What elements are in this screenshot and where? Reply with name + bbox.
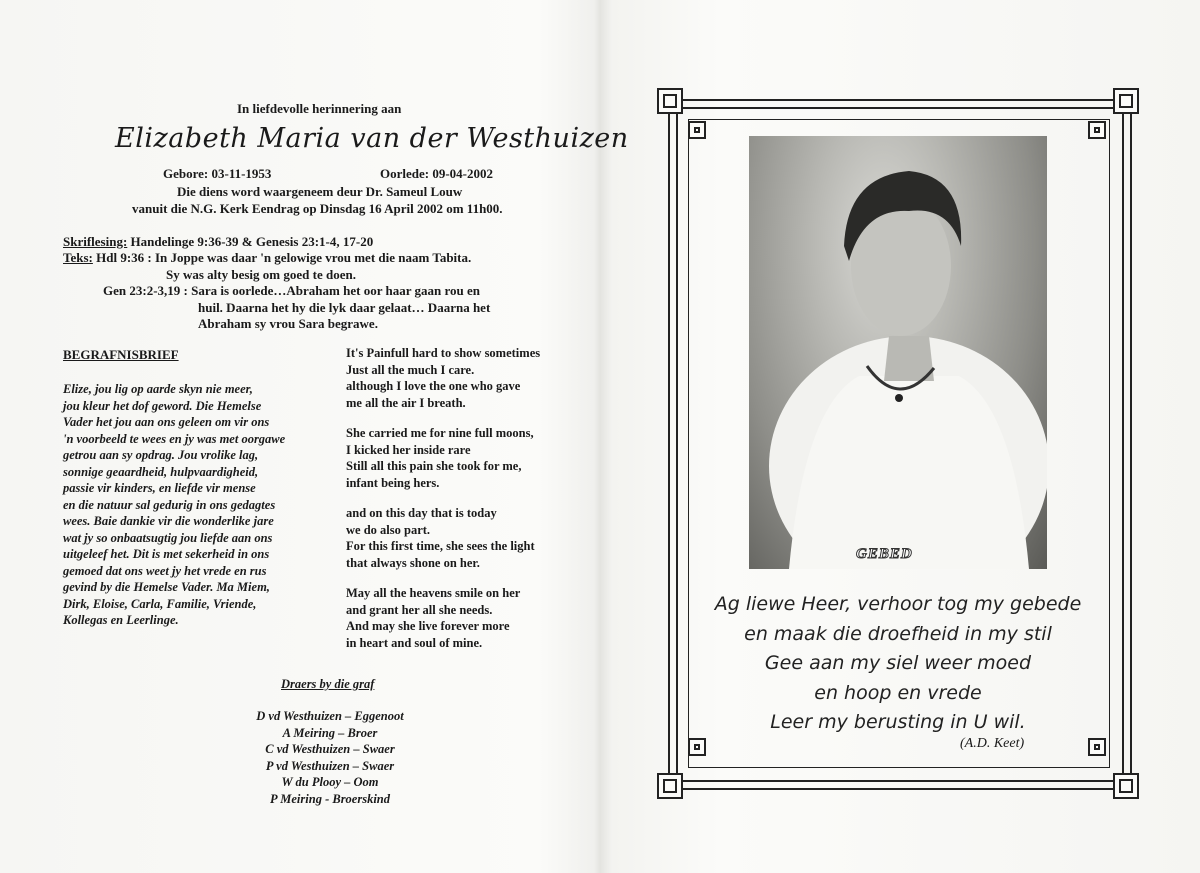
poem-line: infant being hers.: [346, 475, 440, 490]
bearers-heading: Draers by die graf: [281, 677, 375, 691]
sermon-text: [63, 250, 471, 266]
sermon-text-line1: Hdl 9:36 : In Joppe was daar 'n gelowige vrou met die naam Tabita.: [96, 250, 472, 265]
letter-line: sonnige geaardheid, hulpvaardigheid,: [63, 464, 259, 479]
letter-line: Kollegas en Leerlinge.: [63, 613, 179, 627]
bearers-list: [180, 708, 480, 807]
bearer-name: D vd Westhuizen – Eggenoot: [256, 709, 404, 723]
bearer-name: C vd Westhuizen – Swaer: [265, 742, 395, 756]
letter-line: uitgeleef het. Dit is met sekerheid in ons: [63, 547, 270, 561]
poem-line: in heart and soul of mine.: [346, 635, 483, 650]
sermon-text-line2: Sy was alty besig om goed te doen.: [166, 267, 356, 282]
prayer-text: [688, 590, 1108, 738]
deceased-name: Elizabeth Maria van der Westhuizen: [115, 123, 629, 154]
letter-line: wat jy so onbaatsugtig jou liefde aan ons: [63, 530, 273, 545]
bearer-name: P vd Westhuizen – Swaer: [265, 758, 395, 773]
letter-line: getrou aan sy opdrag. Jou vrolike lag,: [63, 448, 259, 462]
poem-line: May all the heavens smile on her: [346, 586, 521, 600]
letter-line: Elize, jou lig op aarde skyn nie meer,: [63, 382, 253, 396]
poem-line: me all the air I breath.: [346, 395, 466, 410]
poem-line: It's Painfull hard to show sometimes: [346, 346, 541, 360]
poem-line: although I love the one who gave: [346, 379, 521, 393]
bearer-name: P Meiring - Broerskind: [269, 791, 391, 806]
bearer-name: W du Plooy – Oom: [281, 775, 379, 789]
poem-line: She carried me for nine full moons,: [346, 426, 534, 440]
poem-line: that always shone on her.: [346, 555, 480, 570]
birth-date: Gebore: 03-11-1953: [163, 166, 272, 181]
poem-line: I kicked her inside rare: [346, 442, 471, 457]
letter-line: Vader het jou aan ons geleen om vir ons: [63, 415, 270, 429]
bearer-name: A Meiring – Broer: [282, 725, 378, 740]
letter-line: wees. Baie dankie vir die wonderlike jare: [63, 514, 274, 528]
poem: [346, 345, 540, 651]
prayer-line: Ag liewe Heer, verhoor tog my gebede: [714, 593, 1082, 615]
poem-line: Still all this pain she took for me,: [346, 459, 522, 473]
intro-line: In liefdevolle herinnering aan: [237, 101, 402, 116]
prayer-title: GEBED: [856, 546, 913, 562]
death-date: Oorlede: 09-04-2002: [380, 166, 494, 181]
portrait-photo: [749, 136, 1047, 569]
poem-line: and on this day that is today: [346, 506, 497, 520]
scripture-reading-text: Handelinge 9:36-39 & Genesis 23:1-4, 17-20: [130, 234, 374, 249]
genesis-line2: huil. Daarna het hy die lyk daar gelaat… Daarna het: [198, 300, 491, 315]
scripture-reading-label: Skriflesing:: [63, 234, 128, 249]
letter-line: en die natuur sal gedurig in ons gedagtes: [63, 497, 276, 512]
service-officiant: Die diens word waargeneem deur Dr. Sameul Louw: [177, 184, 463, 199]
prayer-author: (A.D. Keet): [960, 736, 1025, 751]
letter-line: gevind by die Hemelse Vader. Ma Miem,: [63, 580, 270, 594]
letter-line: jou kleur het dof geword. Die Hemelse: [63, 398, 262, 413]
poem-line: Just all the much I care.: [346, 362, 475, 377]
poem-line: and grant her all she needs.: [346, 602, 493, 617]
genesis-line3: Abraham sy vrou Sara begrawe.: [198, 316, 378, 331]
service-location-time: vanuit die N.G. Kerk Eendrag op Dinsdag 16 April 2002 om 11h00.: [132, 201, 503, 216]
letter-body: [63, 381, 285, 629]
prayer-line: Gee aan my siel weer moed: [764, 652, 1032, 674]
prayer-line: Leer my berusting in U wil.: [770, 711, 1026, 733]
poem-line: we do also part.: [346, 522, 431, 537]
sermon-text-label: Teks:: [63, 250, 93, 265]
portrait-illustration: [749, 136, 1047, 569]
letter-line: gemoed dat ons weet jy het vrede en rus: [63, 563, 267, 578]
scripture-reading: [63, 234, 373, 250]
letter-line: 'n voorbeeld te wees en jy was met oorgawe: [63, 431, 286, 446]
prayer-line: en maak die droefheid in my stil: [744, 622, 1052, 645]
letter-line: passie vir kinders, en liefde vir mense: [63, 481, 256, 495]
letter-line: Dirk, Eloise, Carla, Familie, Vriende,: [63, 596, 257, 611]
prayer-line: en hoop en vrede: [814, 681, 982, 704]
poem-line: And may she live forever more: [346, 619, 510, 633]
genesis-line1: Gen 23:2-3,19 : Sara is oorlede…Abraham het oor haar gaan rou en: [103, 283, 480, 298]
letter-heading: BEGRAFNISBRIEF: [63, 347, 179, 362]
poem-line: For this first time, she sees the light: [346, 539, 535, 553]
